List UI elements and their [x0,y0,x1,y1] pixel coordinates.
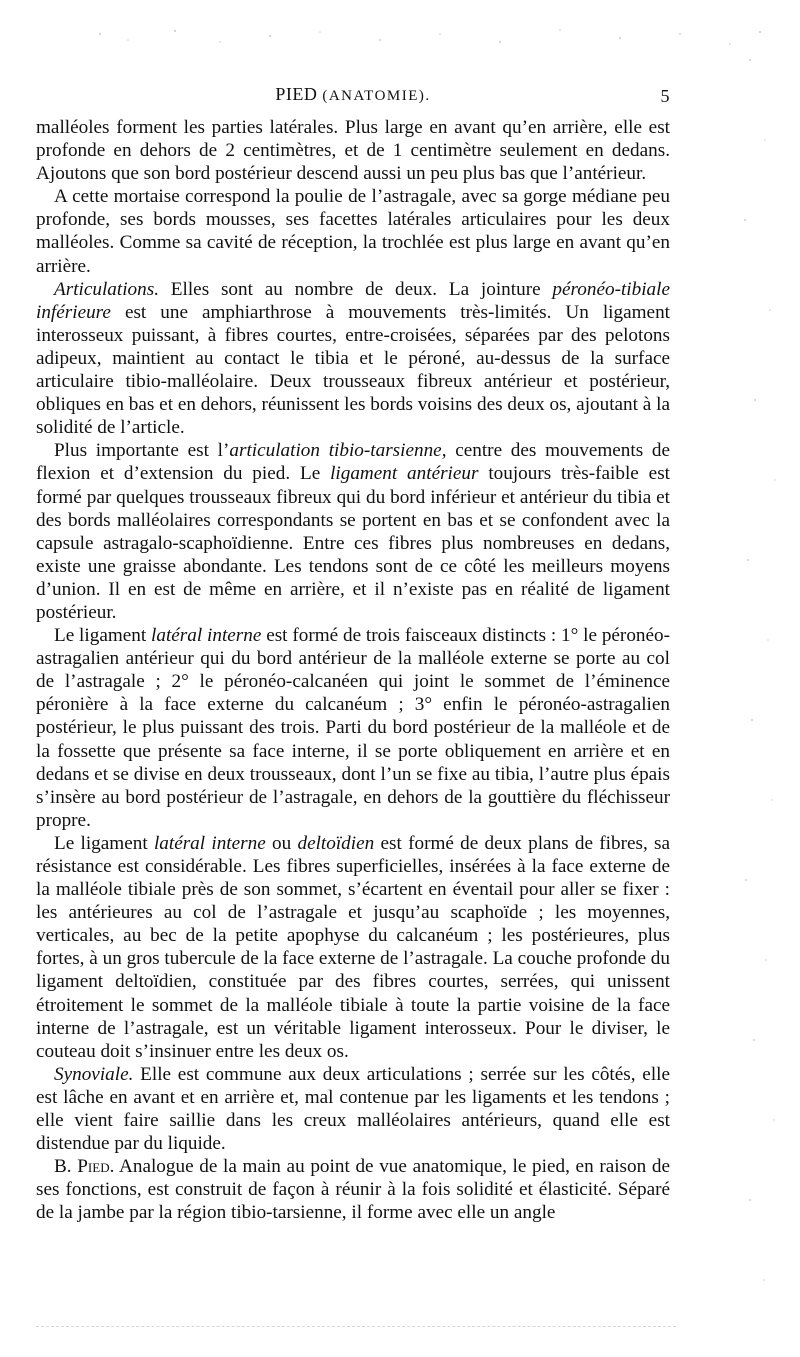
paragraph-5-text-a: Le ligament [54,625,152,647]
paragraph-7 [36,1063,670,1155]
paragraph-4 [36,439,670,624]
paragraph-4-text-b: , centre des mouvements de flexion et d’extension du pied. Le [36,440,670,485]
paragraph-6-text-b: ou [265,832,298,854]
paragraph-8-text: Analogue de la main au point de vue anatomique, le pied, en raison de ses fonctions, est construit de façon à réunir à la fois solidité et élasticité. Séparé de la jambe par la région tibio-tarsienne, il forme avec elle un angle [36,1156,670,1224]
running-title-main: PIED [275,84,318,104]
paragraph-5-text-b: est formé de trois faisceaux distincts : 1° le péronéo-astragalien antérieur qui du bord antérieur de la malléole externe se porte au col de l’astragale ; 2° le péronéo-calcanéen qui joint le sommet de l’éminence péronière à la face externe du calcanéum ; 3° enfin le péronéo-astragalien postérieur, le plus puissant des trois. Parti du bord postérieur de la malléole et de la fossette que présente sa face interne, il se porte obliquement en arrière et en dedans et se divise en deux trousseaux, dont l’un se fixe au tibia, l’autre plus épais s’insère au bord postérieur de l’astragale, en dehors de la gouttière du fléchisseur propre. [36,625,671,831]
running-title [36,84,670,105]
running-header [36,84,670,116]
paragraph-2: A cette mortaise correspond la poulie de l’astragale, avec sa gorge médiane peu profonde, ses bords mousses, ses facettes latérales articulaires pour les deux malléoles. Comme sa cavité de réception, la trochlée est plus large en avant qu’en arrière. [36,186,670,277]
term-ligament-anterieur: ligament antérieur [330,463,479,485]
paragraph-7-text: Elle est commune aux deux articulations ; serrée sur les côtés, elle est lâche en avant et en arrière et, mal contenue par les ligaments et les tendons ; elle vient faire saillie dans les creux malléolaires antérieurs, quand elle est distendue par du liquide. [36,1063,670,1155]
term-lateral-interne-1: latéral interne [151,625,262,647]
scan-noise-right-edge [730,0,800,1357]
section-lead-articulations: Articulations. [54,278,159,300]
page-number: 5 [660,86,670,106]
paragraph-1: malléoles forment les parties latérales. Plus large en avant qu’en arrière, elle est profonde en dehors de 2 centimètres, et de 1 centimètre seulement en dedans. Ajoutons que son bord postérieur descend aussi un peu plus bas que l’antérieur. [36,117,670,185]
paragraph-3-text-b: est une amphiarthrose à mouvements très-limités. Un ligament interosseux puissant, à fibres courtes, entre-croisées, séparées par des pelotons adipeux, maintient au contact le tibia et le péroné, au-dessus de la surface articulaire tibio-malléolaire. Deux trousseaux fibreux antérieur et postérieur, obliques en bas et en dehors, réunissent les bords voisins des deux os, ajoutant à la solidité de l’article. [36,301,670,439]
scan-bottom-line [36,1326,676,1329]
page [36,84,670,1225]
paragraph-6-text-a: Le ligament [54,832,154,854]
term-lateral-interne-2: latéral interne [153,832,266,854]
paragraph-6 [36,832,670,1063]
paragraph-4-text-a: Plus importante est l’ [54,440,230,462]
scan-noise-top [80,22,780,52]
text-body [36,116,670,1225]
paragraph-3-text-a: Elles sont au nombre de deux. La jointure [159,278,553,300]
term-peroneo-tibiale: péronéo-tibiale inférieure [36,278,670,323]
term-articulation-tibio-tarsienne: articulation tibio-tarsienne [229,440,442,462]
term-deltoidien: deltoïdien [297,832,375,854]
section-lead-synoviale: Synoviale. [54,1063,134,1085]
running-title-paren: (ANATOMIE). [322,88,431,104]
paragraph-4-text-c: toujours très-faible est formé par quelques trousseaux fibreux qui du bord inférieur et antérieur du tibia et des bords malléolaires correspondants se portent en bas et se confondent avec la capsule astragalo-scaphoïdienne. Entre ces fibres plus nombreuses en dedans, existe une graisse abondante. Les tendons sont de ce côté les meilleurs moyens d’union. Il en est de même en arrière, et il n’existe pas en réalité de ligament postérieur. [36,463,670,623]
section-lead-pied: B. Pied. [54,1156,115,1178]
paragraph-6-text-c: est formé de deux plans de fibres, sa résistance est considérable. Les fibres superficielles, insérées à la face externe de la malléole tibiale près de son sommet, s’écartent en éventail pour aller se fixer : les antérieures au col de l’astragale et jusqu’au scaphoïde ; les moyennes, verticales, au bec de la petite apophyse du calcanéum ; les postérieures, plus fortes, à un gros tubercule de la face externe de l’astragale. La couche profonde du ligament deltoïdien, constituée par des fibres courtes, serrées, qui unissent étroitement le sommet de la malléole tibiale à toute la partie voisine de la face interne de l’astragale, est un véritable ligament interosseux. Pour le diviser, le couteau doit s’insinuer entre les deux os. [36,832,671,1062]
paragraph-3 [36,278,670,440]
paragraph-5 [36,624,670,832]
paragraph-8 [36,1155,670,1224]
